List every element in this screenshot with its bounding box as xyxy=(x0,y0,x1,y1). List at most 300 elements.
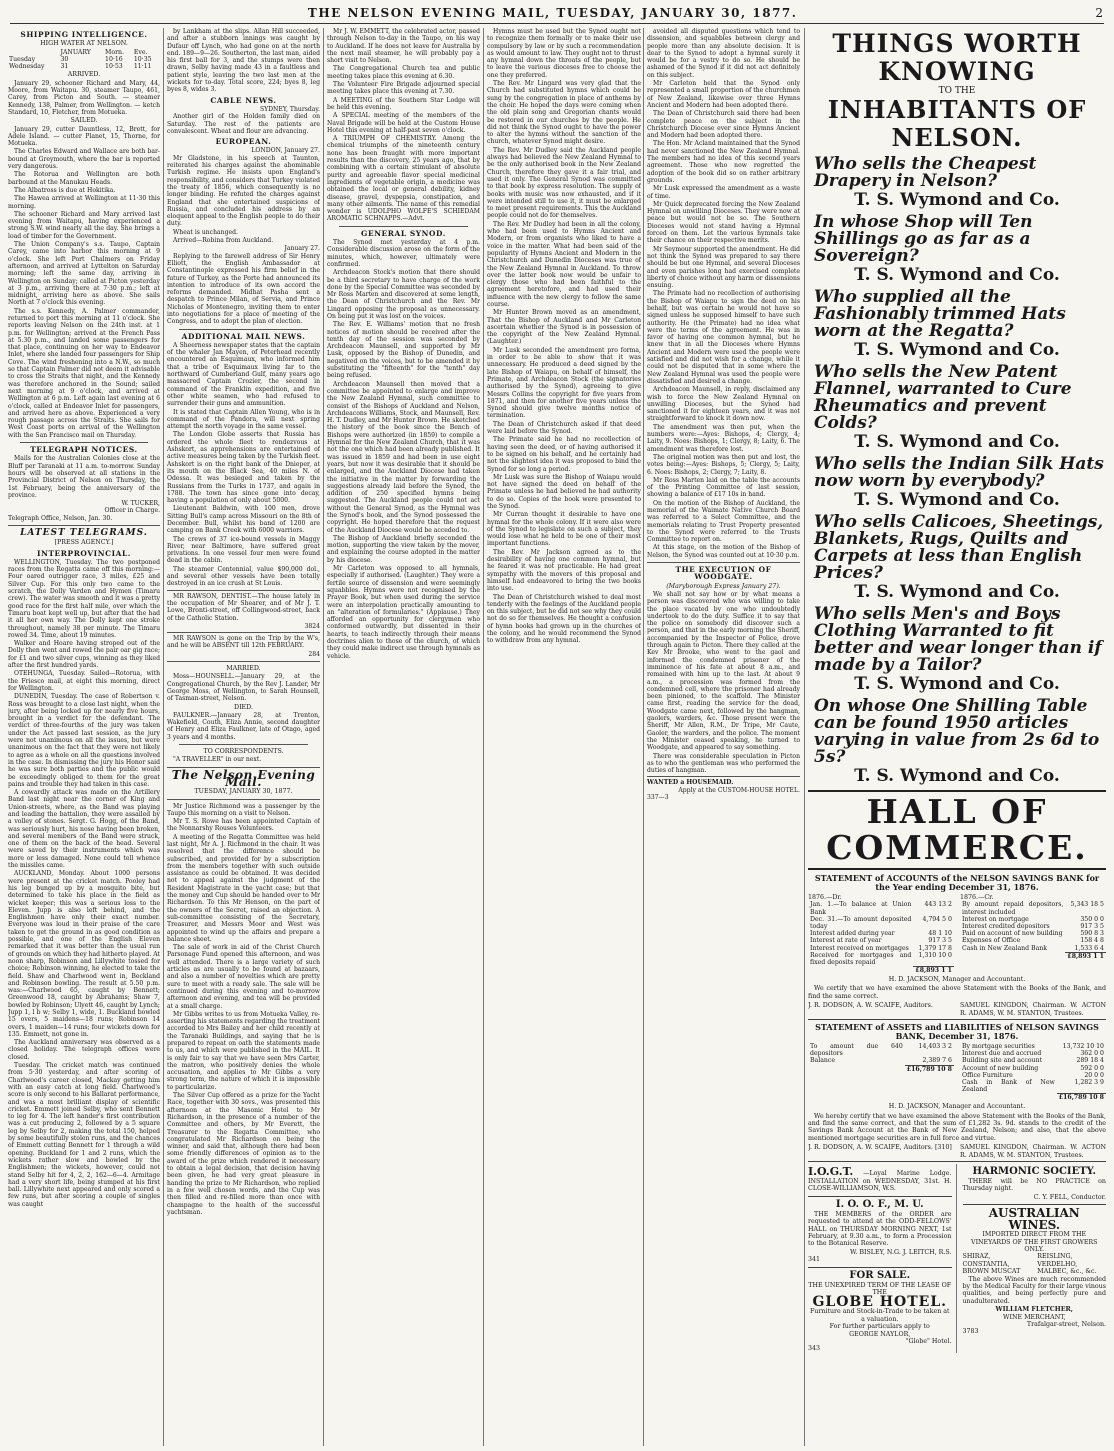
table-cell: By amount repaid depositors, interest included xyxy=(962,901,1064,916)
wines-list-left: SHIRAZ, CONSTANTIA, BROWN MUSCAT xyxy=(962,1253,1021,1276)
table-cell: Cash in Bank of New Zealand xyxy=(962,1078,1055,1094)
ad-number: 3824 xyxy=(304,622,320,630)
cable-text: Another girl of the Holden family died on Saturday. The rest of the patients are convalescent. Wheat and flour are advancing. xyxy=(167,113,320,135)
globe-hotel-name: GLOBE HOTEL. xyxy=(812,1294,948,1311)
latest-telegrams-heading: LATEST TELEGRAMS. xyxy=(20,528,148,538)
table-cell: Interest due and accrued xyxy=(962,1050,1042,1058)
tide-cell: 31 xyxy=(60,63,69,71)
interprovincial-paragraph: OTEHUNGA, Tuesday. Sailed—Rotorua, with the Friesco mail, at eight this morning, direct for Wellington. xyxy=(8,670,160,692)
woodgate-source: (Maryborough Express January 27). xyxy=(666,582,781,590)
table-cell: 1,282 3 9 xyxy=(1074,1078,1104,1086)
table-cell: 592 0 0 xyxy=(1080,1064,1104,1072)
trustee-names: SAMUEL KINGDON, Chairman. W. ACTON R. ADAMS, W. M. STANTON, xyxy=(960,1002,1106,1017)
interprovincial-paragraph: WELLINGTON, Tuesday. The two postponed races from the Regatta came off this morning:—Four oared outrigger race, 3 miles, £25 and Silver Cup. For this only two came to the scratch, the Dolly Varden and Hymen (Timaru crew). The water was smooth and it was a pretty good race for the first half mile, over which the Timaru boat kept well up, but after that the had it all her own way. The Dolly kept one stroke throughout, namely 38 per minute. The Timaru rowed 34. Time, about 19 minutes. xyxy=(8,558,160,639)
for-sale-text-2: Furniture and Stock-in-Trade to be taken at a valuation. xyxy=(809,1308,950,1323)
synod-paragraph: The Primate said he had no recollection of having seen the deed, or of having authorised it to be signed on his behalf, and he certainly had not the slightest idea it was proposed to bind the Synod for so long a period. xyxy=(487,436,641,473)
accounts-cr-table xyxy=(960,901,1106,960)
for-sale-ad xyxy=(808,1267,952,1353)
harmonic-signature: C. Y. FELL, Conductor. xyxy=(1033,1193,1106,1201)
ioof-ad xyxy=(808,1196,952,1264)
synod-paragraph: Mr Quick deprecated forcing the New Zealand Hymnal on unwilling Dioceses. They were now at peace but would not be so. The Southern Dioceses would not stand having a Hymnal forced on them. Let the various hymnals take their chance on their respective merits. xyxy=(647,200,800,245)
table-cell: 917 3 5 xyxy=(1080,923,1104,931)
tide-cell: Wednesday xyxy=(9,63,45,71)
interprovincial-paragraph: AUCKLAND, Monday. About 1000 persons were present at the cricket match. Pooley had his leg bunged up by a mosquito bite, but determined to take his place in the field as wicket keeper; this was a serious loss to the Eleven. Jupp is also left behind, and the Englishmen have only their exact number. Everyone was loud in their praise of the care taken to get the ground in as good condition as possible, and one of the English Eleven remarked that it was better than the usual run of grounds on which they had hitherto played. At noon sharp, Robinson and Lillywhite tossed for choice; Robinson winning, he elected to take the field. Shaw and Charlwood went in, Beckland and Robinson bowling. The result at 5.50 p.m. was:—Charlwood 65, caught by Bennett; Greenwood 18, caught by Abrahams; Shaw 7, bowled by Robinson; Ulyett 46, caught by Lynch; Jupp 1, l b w; Selby 1, wide, 1. Buckland bowled 15 overs, 5 maidens—18 runs; Robinson 14 overs, 1 maiden—14 runs; four wickets down for 135. Emmett, not gone in. xyxy=(8,870,160,1038)
table-row-total xyxy=(808,966,954,974)
arrived-text: January 29, schooner Richard and Mary, 44, Moore, from Waitapu. 30, steamer Taupo, 461, Carey, from Picton and South. — steamer Kennedy, 138, Palmer, from Wellington. — ketch Standard, 10, Fletcher, from Motueka. xyxy=(8,79,160,116)
divider xyxy=(20,442,148,443)
wymond-question: In whose Shop will Ten Shillings go as far as a Sovereign? xyxy=(814,212,1033,266)
table-cell: 158 4 8 xyxy=(1080,937,1104,945)
table-row-total xyxy=(960,952,1106,960)
telegraph-signature: W. TUCKER, xyxy=(121,500,160,508)
table-cell: 350 0 0 xyxy=(1080,915,1104,923)
table-row xyxy=(808,1043,954,1057)
iogt-heading: I.O.G.T. xyxy=(808,1164,854,1178)
auditor-label: Auditors. xyxy=(903,1002,933,1010)
european-heading: EUROPEAN. xyxy=(215,137,272,147)
wymond-question: Who sells Men's and Boys Clothing Warranted to fit better and wear longer than if made by a Tailor? xyxy=(814,604,1102,675)
table-row xyxy=(960,930,1106,937)
assets-heading: STATEMENT of ASSETS and LIABILITIES of NELSON SAVINGS BANK, December 31, 1876. xyxy=(815,1021,1099,1041)
synod-paragraph: Mr Carleton held that the Synod only represented a small proportion of the churchmen of New Zealand, likewise over three Hymns Ancient and Modern had been adopted there. xyxy=(647,80,800,109)
synod-paragraph: The Rev. Mr Dudley said the Auckland people always had believed the New Zealand Hymnal to be the only authorised book in the New Zealand Church, therefore they gave it a fair trial, and used it only. The General Synod was committed to that book by express resolution. The supply of books with music was now exhausted, and if it were intended still to use it, it must be enlarged to meet present requirements. This the Auckland people could not do for themselves. xyxy=(487,146,641,220)
ioof-text: THE MEMBERS of the ORDER are requested to attend at the ODD-FELLOWS' HALL on THURSDAY MORNING NEXT, 1st February, at 9.30 a.m., to form a Procession to the Botanical Reserve. xyxy=(808,1210,952,1248)
housemaid-ad-heading: WANTED a HOUSEMAID. xyxy=(647,779,734,787)
married-heading: MARRIED. xyxy=(226,665,261,673)
synod-paragraph: Mr Seymour supported the amendment. He did not think the Synod was prepared to say there should be but one Hymnal, and several Dioceses and even parishes long had exercised complete liberty of choice without any harm or dissensions ensuing. xyxy=(647,245,800,290)
iogt-text: —Loyal Marine Lodge. INSTALLATION on WEDNESDAY, 31st. H. CLOSE-WILLIAMSON, W.S. xyxy=(808,1169,952,1193)
table-row xyxy=(960,916,1106,923)
table-cell: 1,533 6 4 xyxy=(1074,944,1104,952)
shipping-paragraph: The Albatross is due at Hokitika. xyxy=(14,186,116,194)
column-rule xyxy=(804,28,805,1446)
ad-number: 341 xyxy=(808,1256,821,1264)
table-row-total xyxy=(808,1065,954,1073)
table-cell: 443 13 2 xyxy=(924,901,952,909)
accounts-cr-heading: 1876.—Cr. xyxy=(960,894,994,901)
iogt-ad xyxy=(808,1164,952,1193)
table-cell: Interest on mortgage xyxy=(962,915,1029,923)
for-sale-text: THE UNEXPIRED TERM OF THE LEASE OF THE xyxy=(808,1281,952,1296)
synod-paragraph: The Rev. Mr Lingard was very glad that the Church had substituted hymns which could be sung by the congregation in place of anthems by the choir. He hoped the days were coming when the old plain song and Gregorian chants would be restored in our churches by the people. He did not think the Synod ought to have the power to alter the hymns without the sanction of the church, whatever Synod might desire. xyxy=(487,80,641,146)
telegraph-text: Mails for the Australian Colonies close at the Bluff per Taranaki at 11 a.m. to-morrow. Sunday hours will be observed at all stations in the Provincial District of Nelson on Thursday, the 1st February, being the anniversary of the province. xyxy=(8,455,160,499)
manager-title: Manager and Accountant. xyxy=(942,975,1026,983)
newspaper-nameplate: The Nelson Evening Mail. xyxy=(171,767,316,789)
table-cell: 4,794 5 0 xyxy=(922,915,952,923)
table-cell: Cash in New Zealand Bank xyxy=(962,944,1048,952)
tide-row xyxy=(8,56,160,63)
table-row xyxy=(808,937,954,944)
table-total: £8,893 1 1 xyxy=(915,966,952,974)
manager-signature xyxy=(808,976,1106,983)
tide-col-header: Morn. xyxy=(105,48,125,56)
sailed-heading: SAILED. xyxy=(70,117,98,125)
local-news-paragraph: The sale of work in aid of the Christ Church Parsonage Fund opened this afternoon, and was well attended. There is a large variety of such articles as are usually to be found at bazaars, and also a number of novelties which are pretty sure to meet with a ready sale. The sale will be continued during this evening and to-morrow afternoon and evening, and tea will be provided at a small charge. xyxy=(167,944,320,1010)
table-row xyxy=(960,1065,1106,1072)
table-cell: 2,389 7 6 xyxy=(922,1057,952,1065)
ad-number: 3783 xyxy=(962,1328,979,1336)
married-text: Moss—HOUNSELL.—January 29, at the Congregational Church, by the Rev J. Lander, Mr George Moss, of Wellington, to Sarah Hounsell, of Tasman-street, Nelson. xyxy=(167,673,320,703)
local-news-paragraph: The Silver Cup offered as a prize for the Yacht Race, together with 30 sovs., was presented this afternoon at the Masonic Hotel to Mr Richardson, in the presence of a number of the Committee and others, by Mr Everett, the Treasurer to the Regatta Committee, who congratulated Mr Richardson on being the winner, and said that, although there had been some friendly differences of opinion as to the award of the prize which rendered it necessary to obtain a legal decision, that decision having been given, he had very great pleasure in handing the prize to Mr Richardson, who replied in a few well chosen words, and the Cup was then filled and re-filled more than once with champagne to the health of the successful yachtsman. xyxy=(167,1092,320,1216)
wymond-answer: T. S. Wymond and Co. xyxy=(854,766,1060,786)
wymond-question: Who supplied all the Fashionably trimmed Hats worn at the Regatta? xyxy=(814,287,1066,341)
died-heading: DIED. xyxy=(234,703,253,711)
correspondents-text: "A TRAVELLER" in our next. xyxy=(173,756,262,764)
table-cell: Received for mortgages and fixed deposits repaid xyxy=(810,951,912,967)
for-sale-signature-place: "Globe" Hotel. xyxy=(905,1338,952,1346)
ad-number: 343 xyxy=(808,1345,821,1353)
table-total: £16,789 10 8 xyxy=(906,1065,952,1073)
wymond-question: Who sells the Cheapest Drapery in Nelson? xyxy=(814,154,1037,191)
table-cell: Balance xyxy=(810,1057,836,1065)
table-row xyxy=(808,1057,954,1065)
trustee-label: Trustees. xyxy=(1053,1009,1084,1017)
table-cell: 5,343 18 5 xyxy=(1070,901,1104,909)
table-row xyxy=(808,916,954,930)
wymond-answer: T. S. Wymond and Co. xyxy=(854,265,1060,285)
ad-number: 284 xyxy=(308,650,320,658)
news-paragraph: Mr J. W. EMMETT, the celebrated actor, passed through Nelson to-day in the Taupo, on his way to Auckland. If he does not leave for Australia by the next mail steamer, he will probably pay a short visit to Nelson. xyxy=(327,28,480,65)
wines-signature-place: Trafalgar-street, Nelson. xyxy=(1026,1321,1106,1329)
european-paragraph: Arrived—Robina from Auckland. xyxy=(173,237,274,245)
local-news-paragraph: A meeting of the Regatta Committee was held last night, Mr A. J. Richmond in the chair. It was resolved that the difference should be subscribed, and provided for by a subscription from the members together with such outside assistance as could be obtained. It was decided not to appeal against the judgment of the Resident Magistrate in the yacht case; but that the money and Cup should be handed over to Mr Richardson. To this Mr Henson, on the part of the owners of the Secret, raised an objection. A sub-committee consisting of the Secretary, Treasurer, and Messrs Moor and West was appointed to wind up the affairs and prepare a balance sheet. xyxy=(167,833,320,943)
synod-paragraph: The Dean of Christchurch asked if that deed were laid before the Synod. xyxy=(487,420,641,436)
synod-paragraph: At this stage, on the motion of the Bishop of Nelson, the Synod was counted out at 10·30 p.m. xyxy=(647,544,800,559)
manager-title: Manager and Accountant. xyxy=(942,1103,1026,1111)
column-1 xyxy=(8,28,160,1446)
arrived-heading: ARRIVED. xyxy=(67,71,101,79)
wines-signature-title: WINE MERCHANT, xyxy=(1003,1313,1066,1321)
interprovincial-paragraph: The Auckland anniversary was observed as a closed holiday. The telegraph offices were closed. xyxy=(8,1039,160,1061)
table-row xyxy=(960,901,1106,915)
housemaid-ad xyxy=(647,776,800,801)
table-row xyxy=(808,952,954,966)
auditor-certificate: We certify that we have examined the above Statement with the Books of the Bank, and find the same correct. xyxy=(808,985,1106,1000)
synod-paragraph: The Bishop of Auckland briefly seconded the motion, supporting the view taken by the mover, and explaining the course adopted in the matter by his diocese. xyxy=(327,534,480,564)
table-cell: To amount due 640 depositors xyxy=(810,1042,903,1058)
synod-paragraph: The amendment was then put, when the numbers were:—Ayes: Bishops, 4; Clergy, 4; Laity, 9. Noes: Bishops, 1; Clergy, 8; Laity, 6. The amendment was therefore lost. xyxy=(647,423,800,453)
tide-row xyxy=(8,63,160,70)
telegraph-signature-place: Telegraph Office, Nelson, Jan. 30. xyxy=(8,514,113,522)
auditor-certificate: We hereby certify that we have examined the above Statement with the Books of the Bank, and find the same correct, and that the sum of £1,282 3s. 9d. stands to the credit of the Savings Bank Account at the Bank of New Zealand, Nelson; and also, that the above mentioned mortgage securities are in full force and virtue. xyxy=(808,1112,1106,1142)
wymond-question: Who sells the New Patent Flannel, warranted to Cure Rheumatics and prevent Colds? xyxy=(814,362,1072,433)
trustee-names: SAMUEL KINGDON, Chairman. W. ACTON R. ADAMS, W. M. STANTON, xyxy=(960,1144,1106,1159)
table-total: £16,789 10 8 xyxy=(1058,1093,1104,1101)
correspondents-heading: TO CORRESPONDENTS. xyxy=(203,748,284,756)
divider xyxy=(179,329,308,330)
table-row xyxy=(960,1043,1106,1050)
woodgate-heading: THE EXECUTION OF WOODGATE. xyxy=(675,565,772,582)
auditor-trustee-signatures xyxy=(808,1002,1106,1017)
table-cell: 13,732 10 10 xyxy=(1062,1042,1104,1050)
table-cell: Interest added during year xyxy=(810,930,895,938)
wines-list-right: REISLING, VERDELHO, MALBEC, &c., &c. xyxy=(1037,1253,1097,1276)
table-cell: 14,403 3 2 xyxy=(918,1042,952,1050)
harmonic-heading: HARMONIC SOCIETY. xyxy=(972,1165,1097,1177)
bottom-ads xyxy=(808,1161,1106,1353)
table-row xyxy=(960,1057,1106,1064)
shipping-paragraph: The s.s. Kennedy, A. Palmer commander, returned to port this morning at 11 o'clock. She reports leaving Nelson on the 24th inst. at 1 p.m. for Wellington; arrived at the French Pass at 5.30 p.m., and landed some passengers for that place, continuing on her way to Endeavor Inlet, where she landed four passengers for Ship Cove. The wind freshening into a N.W., so much so that Captain Palmer did not deem it advisable to cross the Straits that night, and the Kennedy was therefore anchored in the Sound; sailed next morning at 9 o'clock, and arrived at Wellington at 6 p.m. Left again last evening at 6 o'clock, called at Endeavor Inlet for passengers, and arrived here as above. Experienced a very rough passage across the Straits. She sails for West Coast ports on arrival of the Wellington with the San Francisco mail on Thursday. xyxy=(8,307,160,439)
manager-name: H. D. JACKSON, xyxy=(888,1103,941,1111)
ad-number: 337—3 xyxy=(647,793,669,801)
column-5 xyxy=(647,28,800,1446)
table-row-total xyxy=(960,1093,1106,1101)
cable-news-heading: CABLE NEWS. xyxy=(210,95,277,105)
table-cell: Interest at rate of year xyxy=(810,937,882,945)
nameplate-date: TUESDAY, JANUARY 30, 1877. xyxy=(194,788,293,796)
table-cell: Expenses of Office xyxy=(962,937,1021,945)
tide-col-header: Eve. xyxy=(133,48,148,56)
column-rule xyxy=(163,28,164,1446)
telegraph-signature-title: Officer in Charge. xyxy=(104,507,160,515)
synod-paragraph: On the motion of the Bishop of Auckland, the memorial of the Waimate Native Church Board was referred to a Select Committee, and the memorials relating to Trust Property presented to the Synod were referred to the Trusts Committee to report on. xyxy=(647,499,800,544)
table-row xyxy=(960,937,1106,944)
ioof-heading: I. O. O. F., M. U. xyxy=(835,1198,924,1210)
shipping-heading: SHIPPING INTELLIGENCE. xyxy=(20,30,148,39)
accounts-dr-table xyxy=(808,901,954,974)
masthead-title: THE NELSON EVENING MAIL, TUESDAY, JANUARY 30, 1877. xyxy=(307,5,798,20)
additional-mail-heading: ADDITIONAL MAIL NEWS. xyxy=(181,331,306,341)
harmonic-society-ad xyxy=(963,1164,1107,1201)
shipping-paragraph: The Charles Edward and Wallace are both bar-bound at Greymouth, where the bar is reported very dangerous. xyxy=(8,148,160,171)
table-cell: Dec. 31.—To amount deposited today xyxy=(810,915,912,931)
divider xyxy=(167,799,320,800)
tide-cell: 10·35 xyxy=(133,55,152,63)
interprovincial-heading: INTERPROVINCIAL. xyxy=(37,548,131,558)
shipping-paragraph: The Union Company's s.s. Taupo, Captain Carey, came into harbor this morning at 9 o'clock. She left Port Chalmers on Friday afternoon, and arrived at Lyttelton on Saturday morning; left the same day, arriving in Wellington on Sunday; called at Picton yesterday at 3 p.m., arriving there at 7·30 p.m.; left at midnight, arriving here as above. She sails North at 7 o'clock this evening. xyxy=(8,241,160,307)
column-2 xyxy=(167,28,320,1446)
telegraph-heading: TELEGRAPH NOTICES. xyxy=(30,445,138,455)
press-agency-label: [PRESS AGENCY.] xyxy=(54,539,114,547)
table-cell: Account of new building xyxy=(962,1064,1039,1072)
australian-wines-ad xyxy=(963,1204,1107,1336)
divider xyxy=(167,661,320,662)
table-row xyxy=(960,1050,1106,1057)
table-cell: Interest received on mortgages xyxy=(810,944,909,952)
news-paragraph: The Congregational Church tea and public meeting takes place this evening at 6.30. xyxy=(327,65,480,80)
housemaid-ad-text: Apply at the CUSTOM-HOUSE HOTEL. xyxy=(678,786,800,794)
local-news-paragraph: Mr T. S. Rowe has been appointed Captain of the Nonnarshy Rouses Volunteers. xyxy=(167,818,320,833)
table-cell: Paid on account of new building xyxy=(962,930,1063,938)
auditor-names: J. R. DODSON, A. W. SCAIFE, xyxy=(808,1002,902,1010)
wymond-answer: T. S. Wymond and Co. xyxy=(854,190,1060,210)
local-news-paragraph: Mr Justice Richmond was a passenger by the Taupo this morning on a visit to Nelson. xyxy=(167,802,320,817)
high-water-heading: HIGH WATER AT NELSON. xyxy=(40,40,128,48)
table-cell: 20 0 0 xyxy=(1084,1071,1104,1079)
synod-paragraph: Archdeacon Stock's motion that there should be a third secretary to have charge of the work done by the Special Committee was seconded by Mr Ross Marten and discovered at some length, the Dean of Christchurch and the Rev. Mr Lingard opposing the proposal as unnecessary. On being put it was lost on the voices. xyxy=(327,269,480,320)
synod-paragraph: Mr Curran thought it desirable to have one hymnal for the whole colony. If it were also were of the Synod to legislate on such a subject, they would lose what he held to be one of their most important functions. xyxy=(487,511,641,548)
savings-bank-assets xyxy=(808,1019,1106,1159)
for-sale-heading: FOR SALE. xyxy=(849,1269,911,1281)
tide-cell: Tuesday xyxy=(9,55,36,63)
synod-paragraph: The Synod met yesterday at 4 p.m. Considerable discussion arose on the form of the minutes, which, however, ultimately were confirmed. xyxy=(327,239,480,268)
column-rule xyxy=(323,28,324,1446)
table-cell: 1,379 17 8 xyxy=(918,944,952,952)
auditor-names: J. R. DODSON, A. W. SCAIFE, xyxy=(808,1144,902,1152)
auditor-label: Auditors. xyxy=(903,1144,933,1152)
wymond-answer: T. S. Wymond and Co. xyxy=(854,340,1060,360)
synod-paragraph: Archdeacon Maunsell, in reply, disclaimed any wish to force the New Zealand Hymnal on unwilling Dioceses, but the Synod had sanctioned it for eighteen years, and it was not straightforward to knock it down now. xyxy=(647,386,800,423)
wymond-answer: T. S. Wymond and Co. xyxy=(854,490,1060,510)
assets-cr-table xyxy=(960,1043,1106,1101)
news-paragraph: A MEETING of the Southern Star Lodge will be held this evening. xyxy=(327,96,480,111)
table-cell: Office Furniture xyxy=(962,1071,1013,1079)
european-paragraph: Mr Gladstone, in his speech at Taunton, reiterated his charges against the abominable Turkish regime. He insists upon England's responsibility, and considers that Turkey violated the treaty of 1856, which consequently is no longer binding. He refuted the charges against England that she entertained suspicions of Russia, and concluded his address by an eloquent appeal to the English people to do their duty. xyxy=(167,154,320,228)
synod-paragraph: The Hon. Mr Acland maintained that the Synod had never sanctioned the New Zealand Hymnal. The members had no idea of this second years agreement. Those who now regretted the adoption of the book did so on rather arbitrary grounds. xyxy=(647,140,800,184)
ioof-signature: W. BISLEY, N.G. J. LEITCH, R.S. xyxy=(850,1248,952,1256)
synod-paragraph: avoided all disputed questions which tend to dissension, and squabbles between clergy and people more than any absolute decision. It is dear to the Synod to adopt a hymnal surely it would be for a vestry to do so. He should be ashamed of the Synod if it did not act definitely on this subject. xyxy=(647,28,800,79)
news-paragraph: A SPECIAL meeting of the members of the Naval Brigade will be held at the Custom House Hotel this evening at half-past seven o'clock. xyxy=(327,112,480,134)
column-6 xyxy=(808,28,1106,1446)
local-news-paragraph: Mr Gibbs writes to us from Motueka Valley, re-asserting his statements regarding the treatment accorded to Mrs Bailey and her child recently at the Taranaki Buildings, and saying that he is prepared to repeat on oath the statements made to us, and which were published in the MAIL. It is only fair to say that we have seen Mrs Carter, the matron, who positively denies the whole accusation, and applies to Mr Gibbs a very strong term, the nature of which it is impossible to particularize. xyxy=(167,1010,320,1091)
table-cell: Jan. 1.—To balance at Union Bank xyxy=(810,901,912,916)
synod-paragraph: Mr Carleton was opposed to all hymnals, especially if authorised. (Laughter.) They were a fertile source of dissension and were seemingly squabbles. Hymns were not recognised by the Prayer Book, but when used during the service were an interpolation practically amounting to an "alteration of formularies." (Applause.) They afforded an opportunity for clergymen who conformed outwardly, but dissented in their hearts, to teach indirectly through their means doctrines alien to those of the church, of which they could make indirect use through hymnals as vehicle. xyxy=(327,565,480,660)
synod-paragraph: Mr Lusk expressed the amendment as a waste of time. xyxy=(647,185,800,200)
things-worth-knowing-title: THINGS WORTH KNOWING xyxy=(832,29,1082,86)
sailed-text: January 29, cutter Dauntless, 12, Brett, for Adele Island. — cutter Planet, 15, Thorne, for Motueka. xyxy=(8,125,160,148)
synod-paragraph: Hymns must be used but the Synod ought not to recognize them formally or to make their use compulsory by law or by such a recommendation as would amount to law. They ought not to thrust any hymnal down the throats of the people, but to leave the various dioceses free to choose the one they preferred. xyxy=(487,28,641,79)
wymond-question: Who sells Calicoes, Sheetings, Blankets, Rugs, Quilts and Carpets at less than English Prices? xyxy=(814,512,1104,583)
divider xyxy=(179,744,308,745)
divider xyxy=(339,226,468,227)
masthead xyxy=(10,2,1104,24)
shipping-paragraph: The Hawea arrived at Wellington at 11·30 this morning. xyxy=(8,195,160,210)
synod-paragraph: Mr Hunter Brown moved as an amendment, That the Bishop of Auckland and Mr Carleton ascertain whether the Synod is in possession of the copyright of the New Zealand Hymnal. (Laughter.) xyxy=(487,309,641,346)
tide-table xyxy=(8,49,160,71)
wymond-question: On whose One Shilling Table can be found 1950 articles varying in value from 2s 6d to 5s? xyxy=(814,696,1100,767)
harmonic-text: THERE will be NO PRACTICE on Thursday night. xyxy=(962,1177,1106,1193)
auditor-trustee-signatures xyxy=(808,1144,1106,1159)
synod-paragraph: Mr Ross Marten laid on the table the accounts of the Printing Committee of last session, showing a balance of £17 10s in hand. xyxy=(647,476,800,499)
table-row xyxy=(960,1072,1106,1079)
shipping-paragraph: The Rotorua and Wellington are both barbound at the Manukau Heads. xyxy=(8,171,160,186)
tide-col-header: JANUARY xyxy=(60,48,91,56)
wines-signature: WILLIAM FLETCHER, xyxy=(995,1306,1073,1314)
woodgate-paragraph: There was considerable speculation in Picton as to who the gentleman was who performed the duties of hangman. xyxy=(647,752,800,775)
dentist-absent-text: MR RAWSON is gone on the Trip by the W's, and he will be ABSENT till 12th FEBRUARY. xyxy=(167,635,320,650)
table-total: £8,893 1 1 xyxy=(1067,952,1104,960)
inhabitants-title: INHABITANTS OF NELSON. xyxy=(827,95,1087,152)
wymond-answer: T. S. Wymond and Co. xyxy=(854,674,1060,694)
table-cell: 362 0 0 xyxy=(1080,1050,1104,1058)
for-sale-signature: GEORGE NAYLOR, xyxy=(849,1330,911,1338)
accounts-dr-heading: 1876.—Dr. xyxy=(808,894,842,901)
additional-paragraph: The steamer Centennial, value $90,000 dol., and several other vessels have been totally destroyed in an ice crush at St Louis. xyxy=(167,565,320,588)
column-4 xyxy=(487,28,641,1446)
tide-cell: 10·16 xyxy=(105,55,123,63)
synod-paragraph: Mr Lusk seconded the amendment pro forma, in order to be able to show that it was unnecessary. He produced a deed signed by the late Bishop of Waiapu, on behalf of himself, the Primate, and Archdeacon Stock (the signatories authorised by the Synod), agreeing to give Messrs Collins the copyright for five years from 1871, and then for another five years unless the Synod should give twelve months notice of termination. xyxy=(487,346,641,420)
european-dateline: LONDON, January 27. xyxy=(251,147,320,155)
cable-dateline: SYDNEY, Thursday. xyxy=(259,105,320,113)
general-synod-heading: GENERAL SYNOD. xyxy=(361,228,446,238)
divider xyxy=(647,562,800,563)
synod-paragraph: The Rev. Mr Dudley had been in all the colony, who had been used to Hymns Ancient and Modern, or from organists who liked to have a voice in the matter. What had been said of the popularity of Hymns Ancient and Modern in the Christchurch and Dunedin Dioceses was true of the New Zealand Hymnal in Auckland. To throw over the latter book now would be unfair to clergy those who had been faithful to the agreement heretofore, and had used their influence with the new clergy to follow the same course. xyxy=(487,220,641,308)
european-paragraph: Wheat is unchanged. xyxy=(173,228,238,236)
table-row xyxy=(960,945,1106,953)
wymond-answer: T. S. Wymond and Co. xyxy=(854,582,1060,602)
assets-dr-table xyxy=(808,1043,954,1073)
table-row xyxy=(960,1079,1106,1093)
manager-signature xyxy=(808,1103,1106,1110)
synod-paragraph: Mr Lusk was sure the Bishop of Waiapu would not have signed the deed on behalf of the Primate unless he had believed he had authority to do so. Copies of the book were presented to the Synod. xyxy=(487,473,641,510)
synod-paragraph: The Rev. E. Williams' motion that no fresh notices of motion should be received after the tenth day of the session was seconded by Archdeacon Maunsell, and supported by Mr Lusk, opposed by the Bishop of Dunedin, and negatived on the voices, but to be amended it by substituting the "fifteenth" for the "tenth" day being refused. xyxy=(327,321,480,380)
additional-paragraph: It is stated that Captain Allen Young, who is in command of the Pandora, will next spring attempt the north voyage in the same vessel. xyxy=(167,408,320,431)
interprovincial-paragraph: A cowardly attack was made on the Artillery Band last night near the corner of King and Union-streets, where, as the Band was playing and leading the battalion, they were assailed by a volley of stones. Sergt. G. Hogg, of the Band, was seriously hurt, his nose having been broken, and several members of the Band were struck, one of them on the back of the head. Several were saved by their instruments which was more or less damaged. None could tell whence the missiles came. xyxy=(8,789,160,870)
table-cell: Interest credited depositors xyxy=(962,923,1050,931)
dentist-ad-text: MR RAWSON, DENTIST.—The house lately in the occupation of Mr Shearer, and of Mr J. T. Lowe, Bronti-street, off Collingwood-street, back of the Catholic Station. xyxy=(167,592,320,622)
table-cell: Building site and account xyxy=(962,1057,1043,1065)
column-3 xyxy=(327,28,480,1446)
died-text: FAULKNER.—January 28, at Trenton, Wakefield, Couth, Eliza Annie, second daughter of Henry and Eliza Faulkner, late of Otago, aged 3 years and 4 months. xyxy=(167,711,320,741)
wines-text-2: The above Wines are much recommended by the Medical Faculty for their large vinous qualities, and being perfectly pure and unadulterated. xyxy=(962,1275,1106,1305)
wines-text: IMPORTED DIRECT FROM THE VINEYARDS OF THE FIRST GROWERS ONLY. xyxy=(971,1231,1098,1253)
column-rule xyxy=(483,28,484,1446)
tide-cell: 30 xyxy=(60,55,69,63)
table-cell: 1,310 10 0 xyxy=(918,951,952,959)
dentist-ad xyxy=(167,590,320,630)
table-cell: By mortgage securities xyxy=(962,1042,1035,1050)
synod-paragraph: Archdeacon Maunsell then moved that a committee be appointed to enlarge and improve the New Zealand Hymnal, such committee to consist of the Bishops of Auckland and Nelson, Archdeacons Williams, Stock, and Maunsell, Rev. H. T. Dudley, and Mr Hunter Brown. He sketched the history of the book since the Bench of Bishops were authorized (in 1859) to compile a Hymnal for the New Zealand Church, that it was not the one which had been already published. It was issued in 1859 and had been in use eight years, but now it was desirable that it should be enlarged, and the Auckland Diocese had taken the initiative in the matter by forwarding the suggestions already laid before the Synod, the addition of 250 specified hymns being suggested. The Auckland people could not act without the General Synod, as the Hymnal was the Synod's book, and the Synod possessed the copyright. He hoped therefore that the request of the Auckland Diocese would be acceded to. xyxy=(327,380,480,534)
synod-paragraph: The Dean of Christchurch said there had been complete peace on the subject in the Christchurch Diocese ever since Hymns Ancient and Modern had been adopted there. xyxy=(647,110,800,140)
trustee-label: Trustees. xyxy=(1053,1151,1084,1159)
woodgate-paragraph: We shall not say how or by what means a person was discovered who was willing to take the place vacated by one who undoubtedly undertook to do the duty. Suffice it to say that the police on somebody did discover such a person, and that in the early morning the Sheriff, accompanied by the Inspector of Police, drove through again to Picton. There they called at the Kev Mr Brooke, who went to the gaol and informed the condemned prisoner of the imminence of his fate at about 8 a.m., and remained with him up to the last. At about 9 a.m., a procession was formed from the condemned cell, where the prisoner had already been pinioned, to the scaffold. The Minister came first, reading the service for the dead, Woodgate came next, followed by the hangman, gaolers, warders, &c. Those present were the Sheriff, Mr Allen, R.M., Dr Tripe, Mr Caute, Gaoler, the warders, and the police. The moment the Minister ceased speaking, he turned to Woodgate, and appeared to say something. xyxy=(647,590,800,752)
column-rule xyxy=(643,28,644,1446)
wymond-question: Who sells the Indian Silk Hats now worn by everybody? xyxy=(814,454,1104,491)
table-cell: 590 8 3 xyxy=(1080,930,1104,938)
synod-paragraph: The Dean of Christchurch wished to deal most tenderly with the feelings of the Auckland people on this subject, but he did not see why they could not do so for themselves. He thought a confusion of hymn books had grown up in the churches of the colony, and he would recommend the Synod to withdraw from any hymnal. xyxy=(487,593,641,645)
interprovincial-paragraph: Tuesday. The cricket match was continued from 5·30 yesterday, and after scoring of Charlwood's career closed, Mackay getting him with an easy catch at long field. Charlwood's score is only second to his Ballarat performance, and was a most brilliant display of scientific cricket. Emmett joined Selby, who sent Bennett to leg for 4. The left hander's first contribution was a cut producing 2, followed by a 5 square leg by Selby for 2, making the total 150, helped by some beautifully stolen runs, and the chances of Emmett cutting Bennett for 1 through a wild opening. Buckland for 1 and 2 runs, which the wickets rather slow and bowled by the Englishmen; the wickets, however, could not stand Selby hit for 4, 2, 2, 162—6—4. Armitage had a very short life, being stumped at his first ball. Lillywhite next appeared and only scored a few runs, but after scoring a couple of singles was caught xyxy=(8,1062,160,1208)
divider xyxy=(8,525,160,526)
table-cell: 917 3 5 xyxy=(928,937,952,945)
for-sale-text-3: For further particulars apply to xyxy=(829,1323,930,1331)
tide-cell: 11·11 xyxy=(133,63,152,71)
tide-cell: 10·53 xyxy=(105,63,123,71)
ad-number: [310] xyxy=(934,1144,952,1152)
table-row xyxy=(808,930,954,937)
things-to-label: TO THE xyxy=(938,86,976,96)
news-paragraph: A TRIUMPH OF CHEMISTRY. Among the chemical triumphs of the nineteenth century none has been fraught with more important results than the discovery, 25 years ago, that by combining with a certain stimulant of absolute purity and agreeable flavor special medicinal ingredients of vegetable origin, a medicine was obtained the local or general debility, kidney disease, gravel, dyspepsia, constipation, and many other ailments. The name of this remedial wonder is UDOLPHO WOLFE'S SCHIEDAM AROMATIC SCHNAPPS.—Advt. xyxy=(327,135,480,223)
interprovincial-paragraph: DUNEDIN, Tuesday. The case of Robertson v. Ross was brought to a close last night, when the jury, after being locked up for nearly five hours, brought in a verdict for the defendant. The verdict of three-fourths of the jury was taken under the Act passed last session, as the jury were not unanimous on all the issues, but were unanimous on the fact that they were not likely to agree as a whole on all the questions involved in the case. In dismissing the jury his Honor said he was sure both parties and the public would be exceedingly obliged to them for the great pains and trouble they had taken in this case. xyxy=(8,693,160,788)
table-row xyxy=(960,923,1106,930)
wymond-answer: T. S. Wymond and Co. xyxy=(854,432,1060,452)
accounts-heading: STATEMENT of ACCOUNTS of the NELSON SAVINGS BANK for the Year ending December 31, 1876. xyxy=(814,873,1100,892)
interprovincial-paragraph: Walker and Hoare having stroped out of the Dolly then went and rowed the pair oar gig race; for £1 and two silver cups, winning as they liked after the first hundred yards. xyxy=(8,640,160,670)
shipping-paragraph: The schooner Richard and Mary arrived last evening from Waitapu, having experienced a strong S.W. wind nearly all the day. She brings a load of timber for the Government. xyxy=(8,210,160,240)
additional-paragraph: The London Globe asserts that Russia has ordered the whole fleet to rendezvous at Ashskort, as apprehensions are entertained of active measures being taken by the Turkish fleet. Ashskort is on the right bank of the Dnieper, at its mouth on the Black Sea, 40 miles N. of Odessa. It was besieged and taken by the Russians from the Turks in 1737, and again in 1788. The town has since gone into decay, having a population of only about 5000. xyxy=(167,431,320,505)
additional-paragraph: Lieutenant Baldwin, with 100 men, drove Sitting Bull's camp across Missouri on the 8th of December. Bull, whilst his band of 1200 are camping on Bank Creek with 6000 warriors. xyxy=(167,505,320,535)
table-cell: 289 18 4 xyxy=(1076,1057,1104,1065)
cricket-continued: by Lankham at the slips. Allan Hill succeeded, and after a stubborn innings was caught by Dufaur off Lynch, who had gone on at the north end. 189—9—26. Southerton, the last man, aided his first ball for 3, and the stumps were then drawn, Selby having made 43 in a faultless and patient style, leaving the two last men at the wickets for to-day. Total score, 224; byes 8, leg byes 8, wides 3. xyxy=(167,28,320,94)
synod-paragraph: The Primate had no recollection of authorising the Bishop of Waiapu to sign the deed on his behalf, but was certain he would not have so signed unless he supposed himself to have such authority. He (the Primate) had no idea what were the terms of the agreement. He was in favor of having one common hymnal, but he knew that in all the Dioceses where Hymns Ancient and Modern were used the people were satisfied and did not wish for a change, while it could not be disputed that in some where the New Zealand Hymnal was used the people were dissatisfied and desired a change. xyxy=(647,290,800,385)
additional-paragraph: The crews of 37 ice-bound vessels in Maggy River, near Baltimore, have suffered great privations. In one vessel four men were found dead in the cabin. xyxy=(167,535,320,565)
european-paragraph: Replying to the farewell address of Sir Henry Elliott, the English Ambassador at Constantinople expressed his firm belief in the future of Turkey, as the Porte had announced its intention to introduce of its own accord the reforms demanded. Midhat Pasha sent a despatch to Prince Milan, of Servia, and Prince Nicholas of Montenegro, inviting them to enter into negotiations for a place of meeting of the Congress, and to adopt the plan of election. xyxy=(167,252,320,326)
hall-of-commerce-title: HALL OF COMMERCE. xyxy=(808,790,1106,870)
masthead-right: 2 xyxy=(1095,5,1104,20)
wines-heading: AUSTRALIAN WINES. xyxy=(988,1206,1080,1233)
additional-paragraph: A Sheerness newspaper states that the captain of the whaler Jan Mayen, of Peterhead recently encountered an Esquimaux, who informed him that a tribe of Esquimaux living far to the northward of Cumberland Gulf, many years ago massacred Captain Crozier, the second in command of the Franklin expedition, and five other white seamen, who had refused to surrender their guns and ammunition. xyxy=(167,341,320,408)
table-row xyxy=(808,945,954,952)
wines-list xyxy=(963,1253,1107,1275)
table-cell: 48 1 10 xyxy=(928,930,952,938)
savings-bank-accounts xyxy=(808,874,1106,1017)
synod-paragraph: The Rev. Mr Jackson agreed as to the desirability of having one common hymnal, but he feared it was not practicable. He had great sympathy with the movers of this proposal and himself had endeavored to bring the two books into use. xyxy=(487,548,641,593)
manager-name: H. D. JACKSON, xyxy=(888,975,941,983)
table-row xyxy=(808,901,954,915)
dentist-absent-ad xyxy=(167,632,320,658)
news-paragraph: The Volunteer Fire Brigade adjourned special meeting takes place this evening at 7.30. xyxy=(327,81,480,96)
synod-paragraph: The original motion was then put and lost, the votes being:—Ayes: Bishops, 5; Clergy, 5; Laity, 6. Noes: Bishops, 2; Clergy, 7; Laity, 8. xyxy=(647,453,800,476)
european-dateline: January 27. xyxy=(284,245,320,253)
